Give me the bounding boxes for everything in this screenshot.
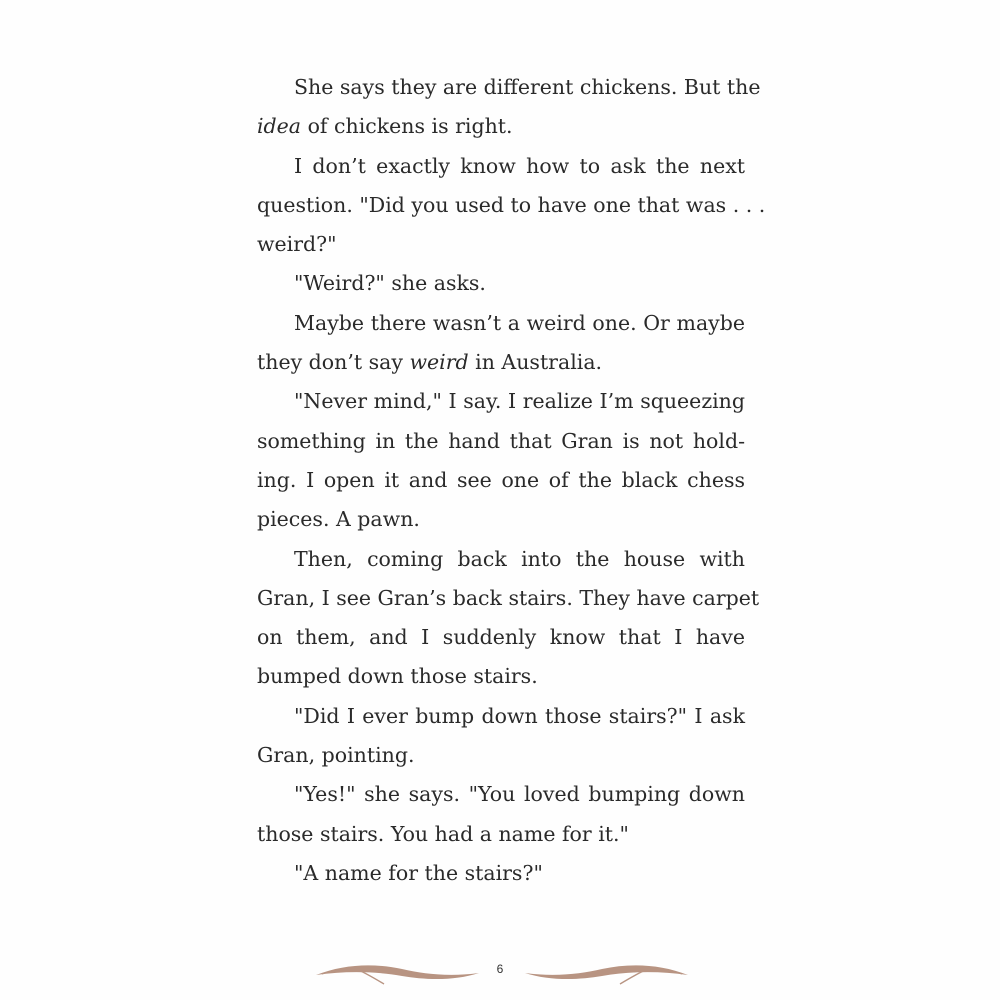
- text-segment: on them, and I suddenly know that I have: [257, 625, 745, 650]
- text-segment: "Weird?" she asks.: [294, 271, 486, 296]
- page-footer: [0, 958, 1000, 994]
- text-line: [257, 775, 745, 814]
- text-segment: I don’t exactly know how to ask the next: [294, 153, 745, 178]
- text-segment: "Did I ever bump down those stairs?" I ask: [294, 703, 745, 728]
- text-segment: weird?": [257, 232, 337, 257]
- text-line: [257, 186, 766, 225]
- italic-word: idea: [257, 114, 302, 139]
- text-line: [257, 697, 745, 736]
- italic-word: weird: [409, 350, 469, 375]
- text-line: [257, 540, 745, 579]
- text-segment: question. "Did you used to have one that was . . .: [257, 192, 766, 217]
- text-segment: "Never mind," I say. I realize I’m squeezing: [294, 389, 745, 414]
- left-ornament-icon: [314, 958, 484, 994]
- text-line: [257, 500, 745, 539]
- text-segment: Gran, I see Gran’s back stairs. They have carpet: [257, 585, 760, 610]
- text-line: [257, 736, 745, 775]
- text-line: [257, 107, 745, 146]
- text-line: [257, 343, 745, 382]
- text-line: [257, 304, 745, 343]
- text-line: [257, 579, 760, 618]
- text-line: [257, 618, 745, 657]
- text-segment: Maybe there wasn’t a weird one. Or maybe: [294, 310, 745, 335]
- text-segment: in Australia.: [468, 350, 603, 375]
- text-line: [257, 225, 745, 264]
- text-segment: those stairs. You had a name for it.": [257, 821, 629, 846]
- text-segment: Then, coming back into the house with: [294, 546, 745, 571]
- text-line: [257, 657, 745, 696]
- text-line: [257, 147, 745, 186]
- text-segment: of chickens is right.: [301, 114, 513, 139]
- text-segment: something in the hand that Gran is not hold-: [257, 428, 745, 453]
- text-segment: ing. I open it and see one of the black chess: [257, 467, 745, 492]
- text-segment: "A name for the stairs?": [294, 860, 543, 885]
- text-segment: She says they are different chickens. But the: [294, 75, 761, 99]
- text-line: [257, 264, 745, 303]
- text-segment: bumped down those stairs.: [257, 664, 538, 689]
- text-line: [257, 854, 745, 893]
- text-line: [257, 68, 761, 107]
- right-ornament-icon: [520, 958, 690, 994]
- text-line: [257, 461, 745, 500]
- text-segment: Gran, pointing.: [257, 743, 415, 768]
- text-segment: pieces. A pawn.: [257, 507, 420, 532]
- text-segment: "Yes!" she says. "You loved bumping down: [294, 782, 745, 807]
- body-text: [257, 68, 766, 893]
- text-line: [257, 382, 745, 421]
- text-segment: they don’t say: [257, 350, 410, 375]
- text-line: [257, 422, 745, 461]
- text-line: [257, 815, 745, 854]
- page-number: 6: [496, 962, 504, 976]
